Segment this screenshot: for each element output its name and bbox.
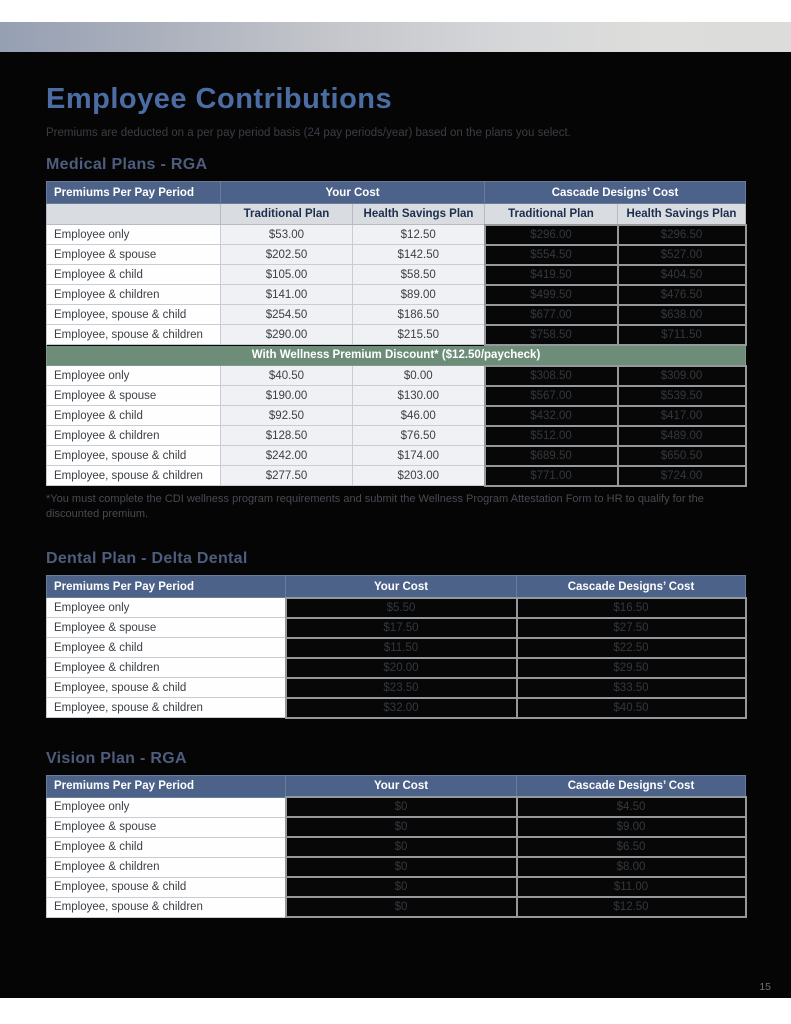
cascade-cost-hsp-value: $476.50 — [618, 285, 746, 305]
your-cost-hsp-value: $142.50 — [353, 245, 485, 265]
your-cost-hsp-value: $0.00 — [353, 366, 485, 386]
dental-row — [47, 598, 746, 618]
coverage-tier-label: Employee only — [47, 797, 286, 817]
vision-row — [47, 877, 746, 897]
cascade-cost-value: $4.50 — [517, 797, 746, 817]
medical-wellness-row — [47, 366, 746, 386]
your-cost-hsp-value: $76.50 — [353, 426, 485, 446]
coverage-tier-label: Employee & children — [47, 285, 221, 305]
your-cost-traditional-value: $190.00 — [221, 386, 353, 406]
cascade-cost-hsp-value: $638.00 — [618, 305, 746, 325]
cascade-cost-value: $33.50 — [517, 678, 746, 698]
medical-row — [47, 245, 746, 265]
medical-plans-table — [46, 181, 747, 487]
cascade-cost-hsp-value: $489.00 — [618, 426, 746, 446]
medical-row — [47, 285, 746, 305]
cascade-cost-hsp-value: $404.50 — [618, 265, 746, 285]
column-header-premiums: Premiums Per Pay Period — [47, 182, 221, 204]
your-cost-traditional-value: $290.00 — [221, 325, 353, 345]
coverage-tier-label: Employee, spouse & child — [47, 446, 221, 466]
cascade-cost-traditional-value: $758.50 — [485, 325, 618, 345]
cascade-cost-hsp-value: $296.50 — [618, 225, 746, 245]
your-cost-hsp-value: $186.50 — [353, 305, 485, 325]
coverage-tier-label: Employee & spouse — [47, 245, 221, 265]
medical-row — [47, 265, 746, 285]
coverage-tier-label: Employee, spouse & children — [47, 698, 286, 718]
vision-row — [47, 837, 746, 857]
page-number: 15 — [759, 981, 771, 993]
vision-header-row — [47, 775, 746, 797]
cascade-cost-hsp-value: $527.00 — [618, 245, 746, 265]
your-cost-traditional-value: $105.00 — [221, 265, 353, 285]
column-header-premiums: Premiums Per Pay Period — [47, 775, 286, 797]
medical-wellness-row — [47, 386, 746, 406]
cascade-cost-traditional-value: $512.00 — [485, 426, 618, 446]
dental-row — [47, 618, 746, 638]
your-cost-traditional-value: $277.50 — [221, 466, 353, 486]
vision-plan-table — [46, 775, 747, 919]
coverage-tier-label: Employee & children — [47, 426, 221, 446]
cascade-cost-traditional-value: $554.50 — [485, 245, 618, 265]
top-white-strip — [0, 0, 791, 22]
your-cost-hsp-value: $215.50 — [353, 325, 485, 345]
your-cost-hsp-value: $174.00 — [353, 446, 485, 466]
your-cost-value: $0 — [286, 877, 517, 897]
column-header-cascade-cost: Cascade Designs’ Cost — [517, 775, 746, 797]
your-cost-traditional-value: $53.00 — [221, 225, 353, 245]
coverage-tier-label: Employee & spouse — [47, 386, 221, 406]
coverage-tier-label: Employee, spouse & children — [47, 325, 221, 345]
cascade-cost-value: $16.50 — [517, 598, 746, 618]
medical-row — [47, 225, 746, 245]
coverage-tier-label: Employee & child — [47, 406, 221, 426]
your-cost-hsp-value: $130.00 — [353, 386, 485, 406]
vision-row — [47, 817, 746, 837]
medical-section-heading: Medical Plans - RGA — [46, 156, 208, 173]
cascade-cost-value: $11.00 — [517, 877, 746, 897]
medical-wellness-row — [47, 426, 746, 446]
cascade-cost-traditional-value: $499.50 — [485, 285, 618, 305]
cascade-cost-traditional-value: $567.00 — [485, 386, 618, 406]
subheader-traditional-plan: Traditional Plan — [485, 204, 618, 225]
cascade-cost-hsp-value: $309.00 — [618, 366, 746, 386]
cascade-cost-traditional-value: $689.50 — [485, 446, 618, 466]
your-cost-value: $11.50 — [286, 638, 517, 658]
your-cost-value: $0 — [286, 857, 517, 877]
coverage-tier-label: Employee & child — [47, 638, 286, 658]
your-cost-value: $32.00 — [286, 698, 517, 718]
cascade-cost-hsp-value: $711.50 — [618, 325, 746, 345]
page-content — [0, 52, 791, 998]
dental-section-heading: Dental Plan - Delta Dental — [46, 550, 248, 568]
wellness-discount-banner: With Wellness Premium Discount* ($12.50/paycheck) — [47, 345, 746, 366]
vision-row — [47, 857, 746, 877]
your-cost-value: $17.50 — [286, 618, 517, 638]
medical-row — [47, 305, 746, 325]
your-cost-hsp-value: $58.50 — [353, 265, 485, 285]
your-cost-traditional-value: $40.50 — [221, 366, 353, 386]
coverage-tier-label: Employee, spouse & child — [47, 305, 221, 325]
your-cost-value: $0 — [286, 837, 517, 857]
page-subtitle: Premiums are deducted on a per pay period basis (24 pay periods/year) based on the plans you select. — [46, 127, 571, 139]
subheader-health-savings-plan: Health Savings Plan — [353, 204, 485, 225]
column-group-cascade-cost: Cascade Designs’ Cost — [485, 182, 746, 204]
your-cost-hsp-value: $46.00 — [353, 406, 485, 426]
subheader-empty-cell — [47, 204, 221, 225]
column-group-your-cost: Your Cost — [221, 182, 485, 204]
coverage-tier-label: Employee, spouse & children — [47, 897, 286, 917]
medical-wellness-row — [47, 466, 746, 486]
medical-subheader-row — [47, 204, 746, 225]
cascade-cost-traditional-value: $677.00 — [485, 305, 618, 325]
cascade-cost-value: $22.50 — [517, 638, 746, 658]
medical-wellness-row — [47, 406, 746, 426]
your-cost-traditional-value: $128.50 — [221, 426, 353, 446]
dental-row — [47, 698, 746, 718]
page-title: Employee Contributions — [46, 83, 393, 115]
coverage-tier-label: Employee & spouse — [47, 618, 286, 638]
your-cost-hsp-value: $203.00 — [353, 466, 485, 486]
cascade-cost-value: $27.50 — [517, 618, 746, 638]
coverage-tier-label: Employee & spouse — [47, 817, 286, 837]
coverage-tier-label: Employee & children — [47, 658, 286, 678]
cascade-cost-value: $9.00 — [517, 817, 746, 837]
your-cost-value: $23.50 — [286, 678, 517, 698]
dental-row — [47, 678, 746, 698]
vision-section-heading: Vision Plan - RGA — [46, 749, 187, 767]
cascade-cost-hsp-value: $417.00 — [618, 406, 746, 426]
your-cost-value: $20.00 — [286, 658, 517, 678]
your-cost-value: $0 — [286, 797, 517, 817]
cascade-cost-traditional-value: $296.00 — [485, 225, 618, 245]
cascade-cost-value: $12.50 — [517, 897, 746, 917]
cascade-cost-value: $6.50 — [517, 837, 746, 857]
cascade-cost-hsp-value: $650.50 — [618, 446, 746, 466]
cascade-cost-traditional-value: $432.00 — [485, 406, 618, 426]
cascade-cost-hsp-value: $724.00 — [618, 466, 746, 486]
coverage-tier-label: Employee & children — [47, 857, 286, 877]
coverage-tier-label: Employee & child — [47, 265, 221, 285]
subheader-health-savings-plan: Health Savings Plan — [618, 204, 746, 225]
medical-wellness-row — [47, 446, 746, 466]
your-cost-traditional-value: $92.50 — [221, 406, 353, 426]
dental-plan-table — [46, 575, 747, 719]
coverage-tier-label: Employee & child — [47, 837, 286, 857]
coverage-tier-label: Employee, spouse & child — [47, 678, 286, 698]
column-header-cascade-cost: Cascade Designs’ Cost — [517, 576, 746, 598]
cascade-cost-traditional-value: $308.50 — [485, 366, 618, 386]
medical-header-row — [47, 182, 746, 204]
medical-row — [47, 325, 746, 345]
dental-row — [47, 638, 746, 658]
your-cost-traditional-value: $254.50 — [221, 305, 353, 325]
coverage-tier-label: Employee only — [47, 598, 286, 618]
cascade-cost-value: $29.50 — [517, 658, 746, 678]
your-cost-hsp-value: $89.00 — [353, 285, 485, 305]
wellness-footnote: *You must complete the CDI wellness program requirements and submit the Wellness Program Attestation Form to HR to qualify for the discounted premium. — [46, 492, 704, 520]
cascade-cost-value: $40.50 — [517, 698, 746, 718]
your-cost-traditional-value: $141.00 — [221, 285, 353, 305]
dental-header-row — [47, 576, 746, 598]
vision-row — [47, 897, 746, 917]
dental-row — [47, 658, 746, 678]
cascade-cost-traditional-value: $771.00 — [485, 466, 618, 486]
column-header-your-cost: Your Cost — [286, 775, 517, 797]
coverage-tier-label: Employee, spouse & children — [47, 466, 221, 486]
coverage-tier-label: Employee only — [47, 366, 221, 386]
cascade-cost-value: $8.00 — [517, 857, 746, 877]
column-header-your-cost: Your Cost — [286, 576, 517, 598]
coverage-tier-label: Employee, spouse & child — [47, 877, 286, 897]
header-gradient-bar — [0, 22, 791, 52]
cascade-cost-hsp-value: $539.50 — [618, 386, 746, 406]
your-cost-hsp-value: $12.50 — [353, 225, 485, 245]
coverage-tier-label: Employee only — [47, 225, 221, 245]
wellness-discount-banner-row — [47, 345, 746, 366]
your-cost-traditional-value: $202.50 — [221, 245, 353, 265]
vision-row — [47, 797, 746, 817]
your-cost-traditional-value: $242.00 — [221, 446, 353, 466]
your-cost-value: $0 — [286, 817, 517, 837]
cascade-cost-traditional-value: $419.50 — [485, 265, 618, 285]
column-header-premiums: Premiums Per Pay Period — [47, 576, 286, 598]
your-cost-value: $5.50 — [286, 598, 517, 618]
subheader-traditional-plan: Traditional Plan — [221, 204, 353, 225]
your-cost-value: $0 — [286, 897, 517, 917]
